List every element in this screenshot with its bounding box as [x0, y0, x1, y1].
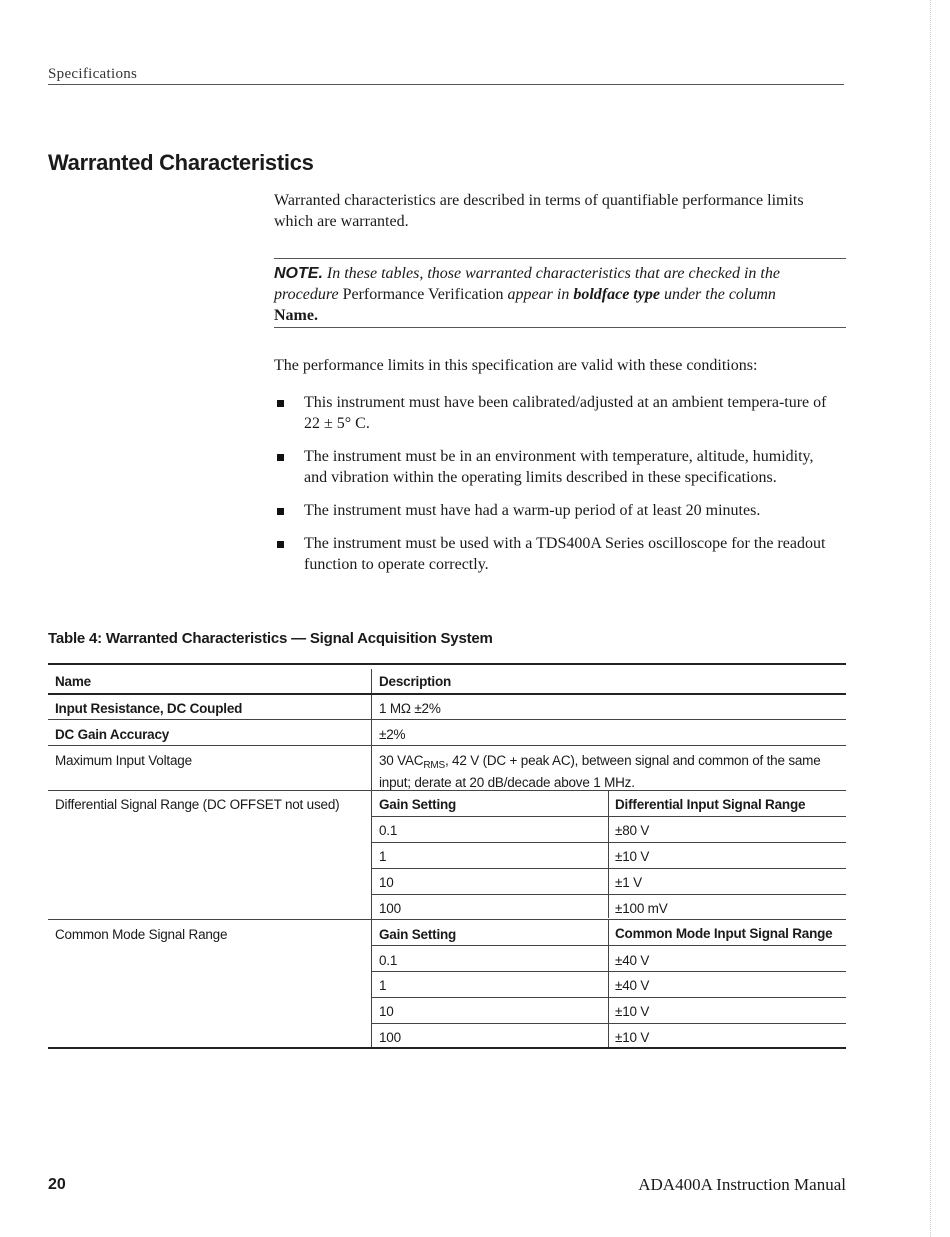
- sub-header-gain: Gain Setting: [379, 797, 457, 812]
- row-rule: [48, 745, 846, 746]
- intro-paragraph: Warranted characteristics are described in terms of quantifiable performance limits which are warranted.: [274, 192, 804, 230]
- bullet-square-icon: [277, 454, 284, 461]
- note-text-1: In these tables, those warranted characteristics that are checked in the procedure: [274, 265, 780, 303]
- gain-value: 1: [379, 849, 387, 864]
- note-text-3: under the column: [663, 286, 776, 303]
- sub-row-rule: [371, 816, 846, 817]
- table-row-name: DC Gain Accuracy: [55, 727, 170, 742]
- scan-margin-line: [930, 0, 931, 1237]
- row-rule: [48, 719, 846, 720]
- table-row-value: 1 MΩ ±2%: [379, 701, 441, 716]
- range-value: ±40 V: [615, 953, 650, 968]
- table-row-name: Input Resistance, DC Coupled: [55, 701, 243, 716]
- range-value: ±40 V: [615, 978, 650, 993]
- gain-value: 100: [379, 901, 401, 916]
- range-value: ±1 V: [615, 875, 642, 890]
- gain-value: 0.1: [379, 953, 398, 968]
- table-caption: Table 4: Warranted Characteristics — Signal Acquisition System: [48, 630, 493, 647]
- sub-header-range: Common Mode Input Signal Range: [615, 926, 833, 941]
- list-item: This instrument must have been calibrated/adjusted at an ambient tempera-ture of 22 ± 5° C.: [274, 392, 834, 434]
- page-number: 20: [48, 1176, 66, 1193]
- row-rule: [48, 790, 846, 791]
- gain-value: 10: [379, 875, 394, 890]
- range-value: ±10 V: [615, 1004, 650, 1019]
- sub-row-rule: [371, 894, 846, 895]
- list-item: The instrument must be used with a TDS400A Series oscilloscope for the readout function to operate correctly.: [274, 533, 834, 575]
- header-rule: [48, 84, 844, 85]
- range-value: ±10 V: [615, 849, 650, 864]
- sub-row-rule: [371, 1023, 846, 1024]
- list-item: The instrument must have had a warm-up period of at least 20 minutes.: [274, 500, 834, 521]
- range-value: ±80 V: [615, 823, 650, 838]
- sub-header-range: Differential Input Signal Range: [615, 797, 806, 812]
- bullet-square-icon: [277, 508, 284, 515]
- note-text-2: appear in: [507, 286, 570, 303]
- table-row-value: ±2%: [379, 727, 406, 742]
- gain-value: 100: [379, 1030, 401, 1045]
- sub-row-rule: [371, 971, 846, 972]
- gain-value: 1: [379, 978, 387, 993]
- table-top-rule: [48, 663, 846, 665]
- column-divider: [371, 669, 372, 1048]
- table-row-name: Common Mode Signal Range: [55, 927, 228, 942]
- range-value: ±10 V: [615, 1030, 650, 1045]
- conditions-intro: The performance limits in this specification are valid with these conditions:: [274, 357, 758, 374]
- sub-column-divider: [608, 920, 609, 1048]
- table-bottom-rule: [48, 1047, 846, 1049]
- table-header-description: Description: [379, 674, 452, 689]
- note-rule-bottom: [274, 327, 846, 328]
- row-rule: [48, 919, 846, 920]
- bullet-square-icon: [277, 400, 284, 407]
- note-column-name: Name.: [274, 307, 318, 324]
- sub-header-gain: Gain Setting: [379, 927, 457, 942]
- sub-row-rule: [371, 868, 846, 869]
- table-row-name: Differential Signal Range (DC OFFSET not used): [55, 797, 340, 812]
- note-rule-top: [274, 258, 846, 259]
- manual-title: ADA400A Instruction Manual: [638, 1175, 846, 1194]
- section-title: Warranted Characteristics: [48, 150, 314, 175]
- running-head: Specifications: [48, 66, 138, 82]
- table-header-name: Name: [55, 674, 91, 689]
- gain-value: 0.1: [379, 823, 398, 838]
- sub-column-divider: [608, 791, 609, 918]
- sub-row-rule: [371, 945, 846, 946]
- bullet-square-icon: [277, 541, 284, 548]
- note-label: NOTE.: [274, 265, 323, 282]
- note-bold-phrase: boldface type: [573, 286, 660, 303]
- list-item: The instrument must be in an environment with temperature, altitude, humidity, and vibration within the operating limits described in these specifications.: [274, 446, 834, 488]
- table-row-value: 30 $VAC_{RMS}$, 42 V (DC + peak AC), between signal and common of the same input; derate at 20 dB/decade above 1 MHz.: [379, 753, 821, 790]
- conditions-list: [274, 392, 834, 587]
- gain-value: 10: [379, 1004, 394, 1019]
- table-row-name: Maximum Input Voltage: [55, 753, 192, 768]
- sub-row-rule: [371, 842, 846, 843]
- header-rule: [48, 693, 846, 695]
- range-value: ±100 mV: [615, 901, 668, 916]
- note-block: [274, 263, 846, 326]
- note-procedure-name: Performance Verification: [342, 286, 504, 303]
- sub-row-rule: [371, 997, 846, 998]
